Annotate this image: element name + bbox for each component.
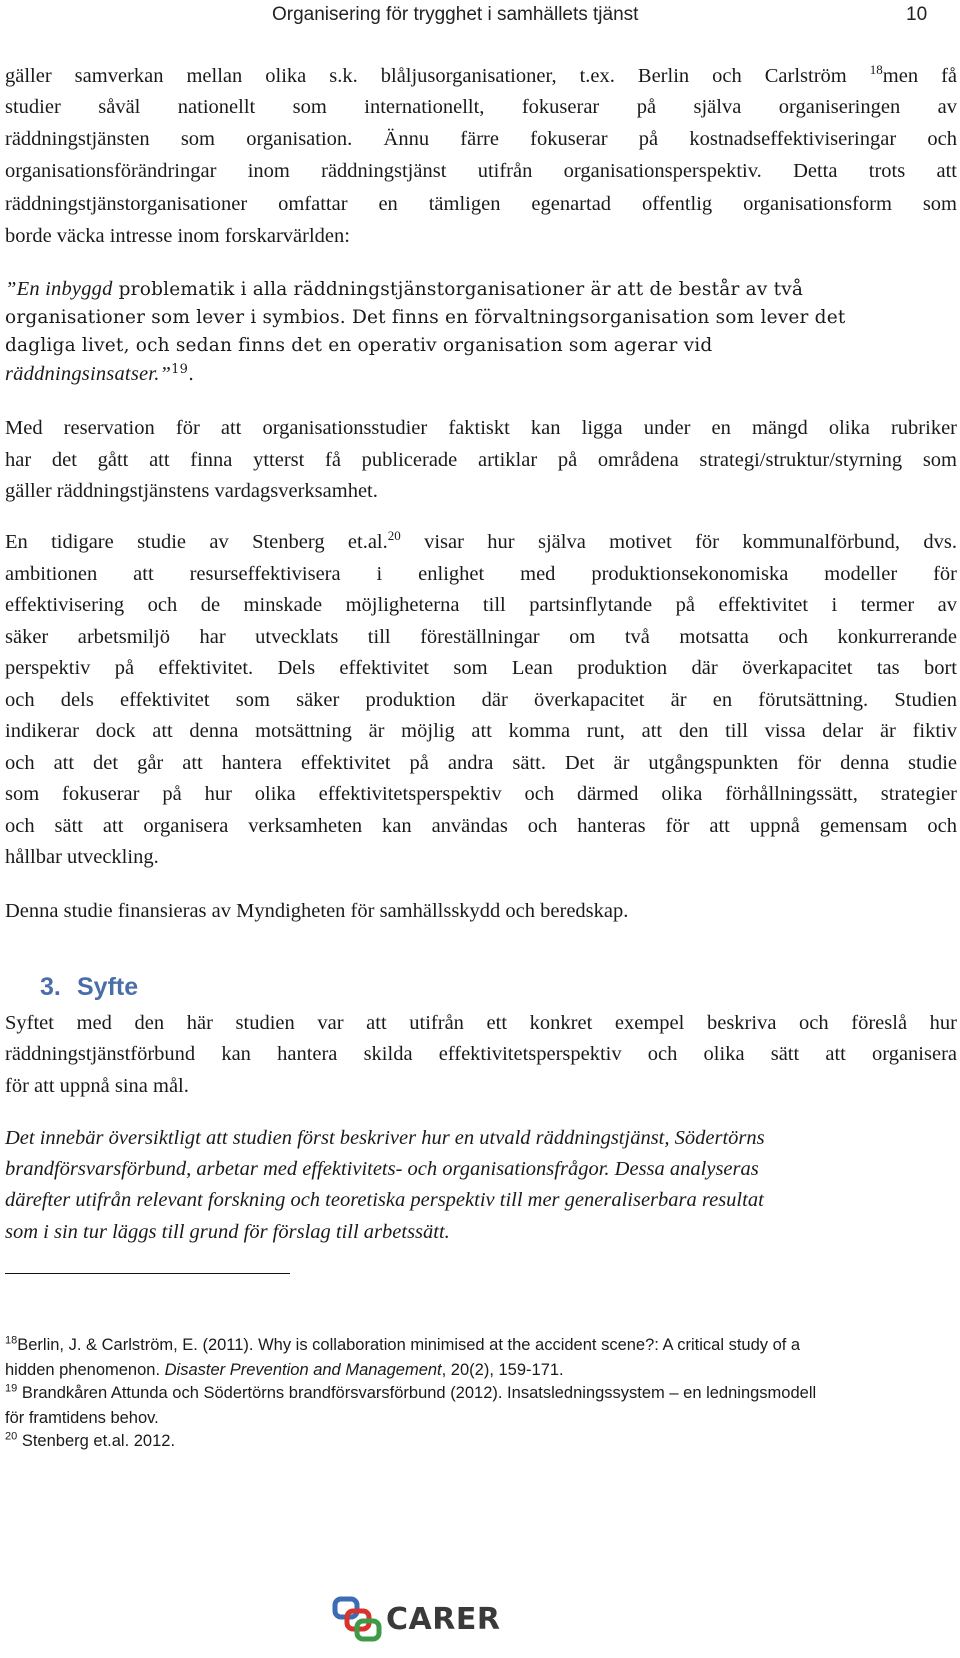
- text-line: hållbar utveckling.: [5, 846, 159, 868]
- footnote-text: Brandkåren Attunda och Södertörns brandförsvarsförbund (2012). Insatsledningssystem – en ledningsmodell: [21, 1384, 817, 1402]
- footnote-ref-20[interactable]: 20: [387, 528, 401, 544]
- text-line: ambitionen att resurseffektivisera i enlighet med produktionsekonomiska modeller för: [5, 563, 957, 585]
- text-span: visar hur själva motivet för kommunalförbund, dvs.: [424, 531, 958, 553]
- text-line: för att uppnå sina mål.: [5, 1075, 189, 1097]
- text-line: [5, 278, 803, 301]
- text-line: som i sin tur läggs till grund för förslag till arbetssätt.: [5, 1221, 450, 1243]
- section-title: Syfte: [77, 973, 139, 1001]
- text-line: som fokuserar på hur olika effektivitetsperspektiv och därmed olika förhållningssätt, strategier: [5, 783, 957, 805]
- logo-text: CARER: [386, 1602, 501, 1637]
- text-line: effektivisering och de minskade möjligheterna till partsinflytande på effektivitet i termer av: [5, 594, 957, 616]
- text-line: organisationer som lever i symbios. Det finns en förvaltningsorganisation som lever det: [5, 307, 846, 328]
- text-line: gäller räddningstjänstens vardagsverksamhet.: [5, 480, 378, 502]
- text-line: studier såväl nationellt som internationellt, fokuserar på själva organiseringen av: [5, 96, 957, 118]
- footnote-text: Berlin, J. & Carlström, E. (2011). Why is collaboration minimised at the accident scene?: A critical study of a: [17, 1336, 801, 1354]
- footnote-text: Stenberg et.al. 2012.: [21, 1432, 176, 1450]
- page-number: 10: [906, 4, 928, 25]
- text-line: [5, 528, 958, 554]
- footnote-number: 19: [5, 1382, 18, 1395]
- text-span: .: [188, 364, 195, 385]
- footnote-text: hidden phenomenon.: [5, 1361, 165, 1379]
- page-header: [0, 0, 960, 32]
- section-number: 3.: [40, 973, 61, 1001]
- italic-span: räddningsinsatser.”: [5, 363, 172, 385]
- text-line: indikerar dock att denna motsättning är möjlig att komma runt, att den till vissa delar är fiktiv: [5, 720, 957, 742]
- footnote-18: [5, 1336, 800, 1355]
- text-line: Syftet med den här studien var att utifrån ett konkret exempel beskriva och föreslå hur: [5, 1012, 957, 1034]
- text-span: gäller samverkan mellan olika s.k. blåljusorganisationer, t.ex. Berlin och Carlström: [5, 65, 847, 87]
- text-line: har det gått att finna ytterst få publicerade artiklar på områdena strategi/struktur/styrning som: [5, 449, 957, 471]
- header-title: Organisering för trygghet i samhällets tjänst: [272, 4, 639, 25]
- italic-span: ”En inbyggd: [5, 278, 113, 300]
- section-heading: [40, 973, 138, 1002]
- footnote-journal: Disaster Prevention and Management: [164, 1361, 442, 1379]
- text-line: [5, 62, 958, 88]
- footnote-ref-19[interactable]: 19: [171, 361, 189, 377]
- footnote-number: 20: [5, 1430, 18, 1443]
- text-line: Med reservation för att organisationsstudier faktiskt kan ligga under en mängd olika rubriker: [5, 417, 957, 439]
- text-line: räddningstjänstförbund kan hantera skilda effektivitetsperspektiv och olika sätt att organisera: [5, 1043, 957, 1065]
- text-line: därefter utifrån relevant forskning och teoretiska perspektiv till mer generaliserbara resultat: [5, 1189, 764, 1211]
- footnote-ref-18[interactable]: 18: [869, 62, 883, 78]
- text-line: och dels effektivitet som säker produktion där överkapacitet är en förutsättning. Studien: [5, 689, 957, 711]
- text-line: säker arbetsmiljö har utvecklats till föreställningar om två motsatta och konkurrerande: [5, 626, 957, 648]
- footnote-18-cont: [5, 1361, 564, 1380]
- footnote-number: 18: [5, 1334, 18, 1347]
- text-line: och att det går att hantera effektivitet på andra sätt. Det är utgångspunkten för denna studie: [5, 752, 957, 774]
- footnote-19: [5, 1384, 816, 1403]
- footnote-text: , 20(2), 159-171.: [441, 1361, 564, 1379]
- footnote-separator: [5, 1273, 290, 1274]
- text-span: men få: [882, 65, 958, 87]
- text-line: [5, 363, 194, 386]
- footnote-19-cont: för framtidens behov.: [5, 1409, 159, 1427]
- text-line: Det innebär översiktligt att studien först beskriver hur en utvald räddningstjänst, Södertörns: [5, 1127, 765, 1149]
- carer-logo: [331, 1591, 551, 1651]
- text-line: brandförsvarsförbund, arbetar med effektivitets- och organisationsfrågor. Dessa analyseras: [5, 1158, 759, 1180]
- text-line: perspektiv på effektivitet. Dels effektivitet som Lean produktion där överkapacitet tas bort: [5, 657, 957, 679]
- text-line: Denna studie finansieras av Myndigheten för samhällsskydd och beredskap.: [5, 900, 629, 922]
- text-line: borde väcka intresse inom forskarvärlden:: [5, 225, 350, 247]
- text-line: räddningstjänsten som organisation. Ännu färre fokuserar på kostnadseffektiviseringar och: [5, 128, 957, 150]
- text-line: och sätt att organisera verksamheten kan användas och hanteras för att uppnå gemensam och: [5, 815, 957, 837]
- text-line: räddningstjänstorganisationer omfattar en tämligen egenartad offentlig organisationsform som: [5, 193, 957, 215]
- text-line: organisationsförändringar inom räddningstjänst utifrån organisationsperspektiv. Detta trots att: [5, 160, 957, 182]
- text-span: En tidigare studie av Stenberg et.al.: [5, 531, 388, 553]
- footnote-20: [5, 1432, 175, 1451]
- text-span: problematik i alla räddningstjänstorganisationer är att de består av två: [118, 279, 804, 300]
- carer-logo-mark-icon: [331, 1591, 387, 1647]
- text-line: dagliga livet, och sedan finns det en operativ organisation som agerar vid: [5, 335, 713, 356]
